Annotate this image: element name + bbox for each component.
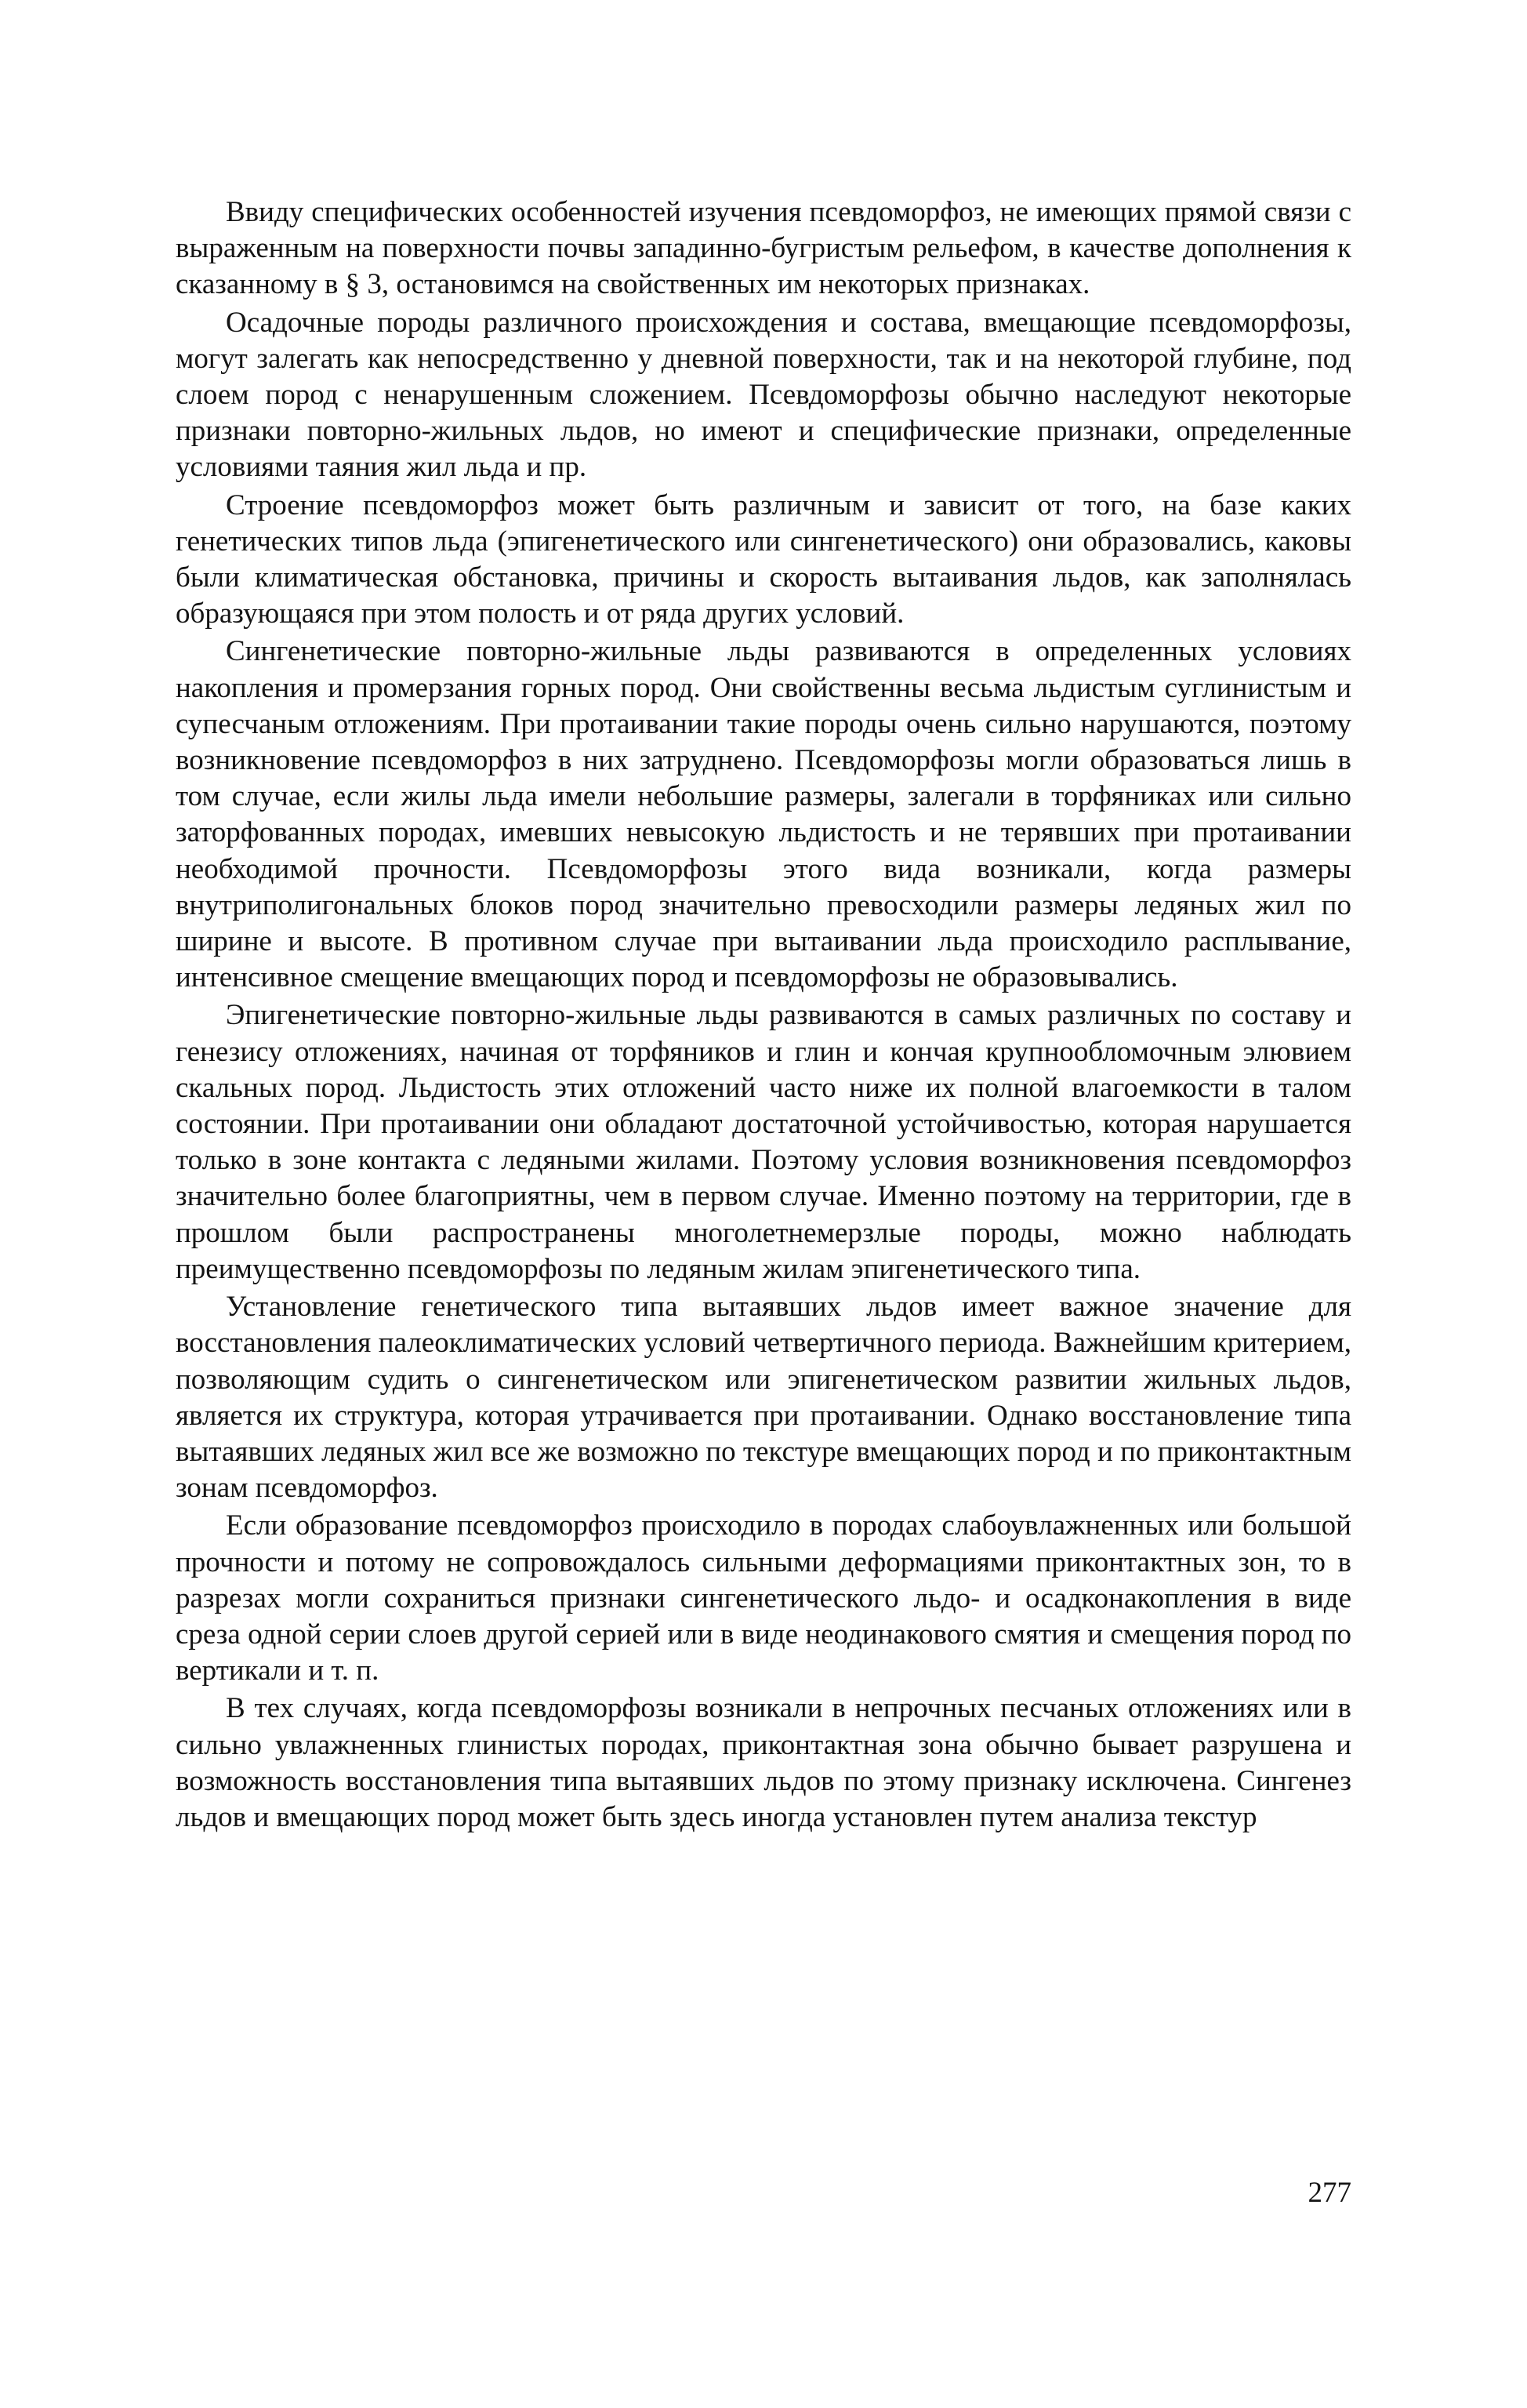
paragraph-3: Строение псевдоморфоз может быть различным и зависит от того, на базе каких генетических типов льда (эпигенетического или сингенетического) они образовались, каковы были климатическая обстановка, причины и скорость вытаивания льдов, как заполнялась образующаяся при этом полость и от ряда других условий. <box>176 489 1351 630</box>
paragraph-8: В тех случаях, когда псевдоморфозы возникали в непрочных песчаных отложениях или в сильно увлажненных глинистых породах, приконтактная зона обычно бывает разрушена и возможность восстановления типа вытаявших льдов по этому признаку исключена. Сингенез льдов и вмещающих пород может быть здесь иногда установлен путем анализа текстур <box>176 1692 1351 1833</box>
paragraph-6: Установление генетического типа вытаявших льдов имеет важное значение для восстановления палеоклиматических условий четвертичного периода. Важнейшим критерием, позволяющим судить о сингенетическом или эпигенетическом развитии жильных льдов, является их структура, которая утрачивается при протаивании. Однако восстановление типа вытаявших ледяных жил все же возможно по текстуре вмещающих пород и по приконтактным зонам псевдоморфоз. <box>176 1291 1351 1505</box>
paragraph-4: Сингенетические повторно-жильные льды развиваются в определенных условиях накопления и промерзания горных пород. Они свойственны весьма льдистым суглинистым и супесчаным отложениям. При протаивании такие породы очень сильно нарушаются, поэтому возникновение псевдоморфоз в них затруднено. Псевдоморфозы могли образоваться лишь в том случае, если жилы льда имели небольшие размеры, залегали в торфяниках или сильно заторфованных породах, имевших невысокую льдистость и не терявших при протаивании необходимой прочности. Псевдоморфозы этого вида возникали, когда размеры внутриполигональных блоков пород значительно превосходили размеры ледяных жил по ширине и высоте. В противном случае при вытаивании льда происходило расплывание, интенсивное смещение вмещающих пород и псевдоморфозы не образовывались. <box>176 635 1351 994</box>
paragraph-5: Эпигенетические повторно-жильные льды развиваются в самых различных по составу и генезису отложениях, начиная от торфяников и глин и кончая крупнообломочным элювием скальных пород. Льдистость этих отложений часто ниже их полной влагоемкости в талом состоянии. При протаивании они обладают достаточной устойчивостью, которая нарушается только в зоне контакта с ледяными жилами. Поэтому условия возникновения псевдоморфоз значительно более благоприятны, чем в первом случае. Именно поэтому на территории, где в прошлом были распространены многолетнемерзлые породы, можно наблюдать преимущественно псевдоморфозы по ледяным жилам эпигенетического типа. <box>176 999 1351 1285</box>
page-number: 277 <box>1308 2177 1351 2209</box>
body-text <box>176 194 1351 1837</box>
paragraph-1: Ввиду специфических особенностей изучения псевдоморфоз, не имеющих прямой связи с выраженным на поверхности почвы западинно-бугристым рельефом, в качестве дополнения к сказанному в § 3, остановимся на свойственных им некоторых признаках. <box>176 196 1351 301</box>
paragraph-7: Если образование псевдоморфоз происходило в породах слабоувлажненных или большой прочности и потому не сопровождалось сильными деформациями приконтактных зон, то в разрезах могли сохраниться признаки сингенетического льдо- и осадконакопления в виде среза одной серии слоев другой серией или в виде неодинакового смятия и смещения пород по вертикали и т. п. <box>176 1509 1351 1687</box>
paragraph-2: Осадочные породы различного происхождения и состава, вмещающие псевдоморфозы, могут залегать как непосредственно у дневной поверхности, так и на некоторой глубине, под слоем пород с ненарушенным сложением. Псевдоморфозы обычно наследуют некоторые признаки повторно-жильных льдов, но имеют и специфические признаки, определенные условиями таяния жил льда и пр. <box>176 306 1351 484</box>
